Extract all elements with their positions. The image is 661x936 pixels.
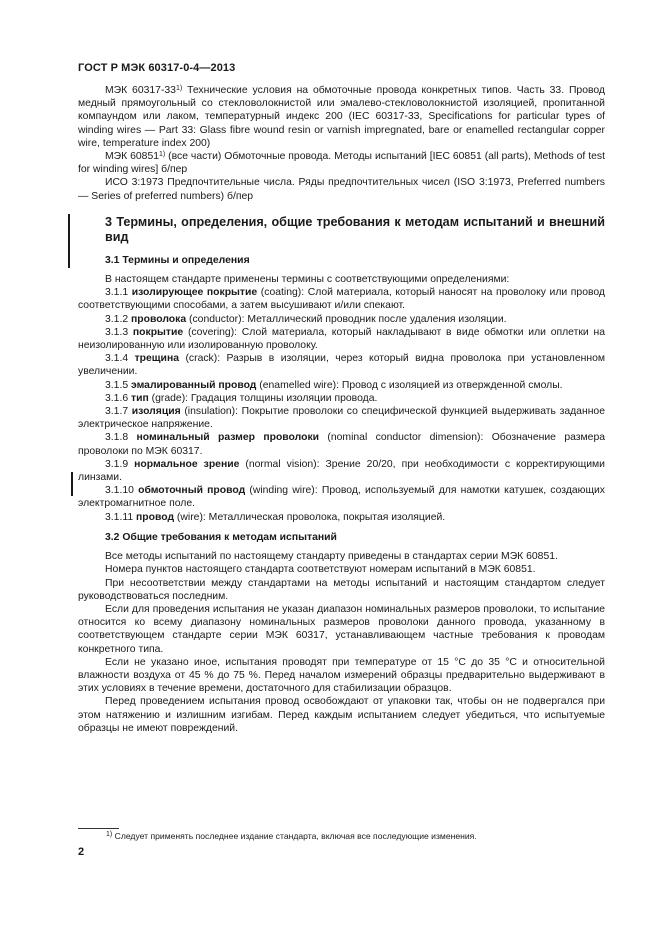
term-number: 3.1.5 <box>105 379 129 391</box>
paragraph: Номера пунктов настоящего стандарта соответствуют номерам испытаний в МЭК 60851. <box>105 564 536 576</box>
term-text: (coating): Слой материала, который наносят на проволоку или провод соответствующими способами, а затем высушивают и/или спекают. <box>78 287 605 312</box>
paragraph: При несоответствии между стандартами на методы испытаний и настоящим стандартом следует руководствоваться последним. <box>78 577 605 602</box>
term-definition <box>78 511 605 524</box>
term-name: эмалированный провод <box>131 379 257 391</box>
term-definition <box>78 405 605 431</box>
term-name: трещина <box>134 353 180 365</box>
footnote-separator <box>78 828 119 829</box>
change-bar-term-3-1-9 <box>71 472 73 496</box>
term-number: 3.1.9 <box>105 458 129 470</box>
reference-entry: МЭК 60317-33$^{1)}$ Технические условия на обмоточные провода конкретных типов. Часть 33. Провод медный прямоугольный со стекловолокнистой или эмалево-стекловолокнистой изоляцией, пропитанной компаундом или лаком, температурный индекс 200 (IEC 60317-33, Specifications for particular types of winding wires — Part 33: Glass fibre wound resin or varnish impregnated, bare or enamelled rectangular copper wire, temperature index 200) <box>78 85 605 149</box>
page-number: 2 <box>78 846 85 858</box>
term-definition <box>78 379 605 392</box>
term-list <box>78 286 605 524</box>
term-number: 3.1.11 <box>105 511 134 523</box>
term-number: 3.1.2 <box>105 313 129 325</box>
term-name: нормальное зрение <box>134 458 240 470</box>
term-definition <box>78 313 605 326</box>
term-text: (winding wire): Провод, используемый для намотки катушек, создающих электромагнитное поле. <box>78 485 605 510</box>
term-text: (conductor): Металлический проводник после удаления изоляции. <box>186 313 507 325</box>
term-number: 3.1.10 <box>105 485 134 497</box>
term-number: 3.1.1 <box>105 287 129 299</box>
term-text: (grade): Градация толщины изоляции провода. <box>148 392 378 404</box>
section-title: 3 Термины, определения, общие требования к методам испытаний и внешний вид <box>105 214 605 244</box>
term-definition <box>78 431 605 457</box>
term-definition <box>78 392 605 405</box>
paragraph: Перед проведением испытания провод освобождают от упаковки так, чтобы он не подвергался при этом натяжению и излишним изгибам. Перед каждым испытанием следует убедиться, что испытуемые образцы не имеют повреждений. <box>78 696 605 734</box>
term-number: 3.1.8 <box>105 432 129 444</box>
term-number: 3.1.4 <box>105 353 129 365</box>
term-number: 3.1.7 <box>105 406 129 418</box>
term-number: 3.1.3 <box>105 326 129 338</box>
term-definition <box>78 484 605 510</box>
term-name: изолирующее покрытие <box>131 287 258 299</box>
term-definition <box>78 286 605 312</box>
term-definition <box>78 326 605 352</box>
term-text: (nominal conductor dimension): Обозначение размера проволоки по МЭК 60317. <box>78 432 605 457</box>
paragraph: Если для проведения испытания не указан диапазон номинальных размеров проволоки, то испытание относится ко всему диапазону номинальных размеров проволоки данного провода, указанному в соответствующем стандарте серии МЭК 60317, устанавливающем частные требования к проводам конкретного типа. <box>78 603 605 655</box>
term-name: проволока <box>131 313 187 325</box>
paragraph: Все методы испытаний по настоящему стандарту приведены в стандартах серии МЭК 60851. <box>105 551 558 563</box>
requirements-paragraphs <box>78 550 605 735</box>
page-body <box>78 84 605 735</box>
term-name: тип <box>131 392 149 404</box>
term-name: обмоточный провод <box>138 485 246 497</box>
term-text: (covering): Слой материала, который накладывают в виде обмотки или оплетки на неизолированную или изолированную проволоку. <box>78 326 605 352</box>
paragraph: Если не указано иное, испытания проводят при температуре от 15 °С до 35 °С и относительной влажности воздуха от 45 % до 75 %. Перед началом измерений образцы предварительно выдерживают в этих условиях в течение времени, достаточного для стабилизации образцов. <box>78 656 605 695</box>
term-text: (normal vision): Зрение 20/20, при необходимости с корректирующими линзами. <box>78 458 605 484</box>
change-bar-section-title <box>68 214 70 268</box>
term-text: (crack): Разрыв в изоляции, через который видна проволока при установленном увеличении. <box>78 353 606 378</box>
term-name: покрытие <box>132 326 184 338</box>
reference-entry: ИСО 3:1973 Предпочтительные числа. Ряды предпочтительных чисел (ISO 3:1973, Preferred numbers — Series of preferred numbers) б/пер <box>78 177 605 202</box>
footnote: $^{1)}$ Следует применять последнее издание стандарта, включая все последующие изменения. <box>106 831 477 841</box>
term-name: провод <box>136 511 175 523</box>
reference-entry: МЭК 60851$^{1)}$ (все части) Обмоточные провода. Методы испытаний [IEC 60851 (all parts), Methods of test for winding wires] б/пер <box>78 151 605 176</box>
document-header: ГОСТ Р МЭК 60317-0-4—2013 <box>78 62 236 74</box>
term-text: (insulation): Покрытие проволоки со специфической функцией выдерживать заданное электрическое напряжение. <box>78 406 605 431</box>
term-name: изоляция <box>131 406 181 418</box>
subsection-title: 3.1 Термины и определения <box>105 254 250 266</box>
term-number: 3.1.6 <box>105 392 129 404</box>
term-text: (enamelled wire): Провод с изоляцией из отвержденной смолы. <box>256 379 563 391</box>
term-definition <box>78 352 605 378</box>
subsection-title: 3.2 Общие требования к методам испытаний <box>105 531 337 543</box>
term-definition <box>78 458 605 484</box>
term-text: (wire): Металлическая проволока, покрытая изоляцией. <box>174 511 446 523</box>
term-name: номинальный размер проволоки <box>136 432 320 444</box>
paragraph: В настоящем стандарте применены термины с соответствующими определениями: <box>105 274 510 286</box>
